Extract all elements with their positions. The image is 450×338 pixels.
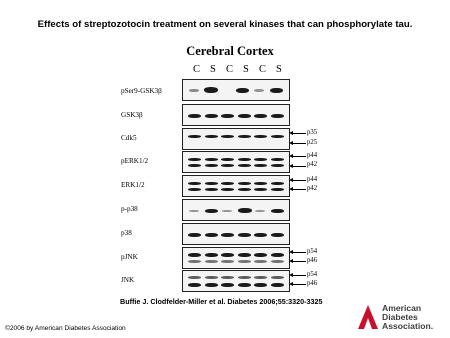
band [254,158,267,161]
band [238,283,251,287]
row-label-perk: pERK1/2 [121,157,149,165]
marker-label: p25 [307,139,318,146]
band [188,233,201,237]
ada-logo-mark-icon [358,305,378,329]
logo-line: Association. [382,321,434,331]
marker-arrow [292,143,306,144]
band [221,164,234,167]
marker-label: p54 [307,271,318,278]
band [188,158,201,161]
band [238,253,251,257]
band [205,260,218,263]
band [188,182,201,185]
band [271,276,284,279]
band [221,188,234,191]
band [188,260,201,263]
band [270,88,283,93]
lane-label: C [193,64,201,75]
band [254,89,264,92]
band [221,253,234,257]
band [238,182,251,185]
band [254,260,267,263]
band [238,260,251,263]
band [254,135,267,138]
band [221,182,234,185]
row-label-p-p38: p-p38 [121,205,138,213]
blot-jnk [182,270,290,292]
row-label-jnk: JNK [121,276,135,284]
band [189,210,199,212]
band [271,209,284,213]
marker-label: p44 [307,176,318,183]
band [254,188,267,191]
band [221,283,234,287]
marker-arrow [292,156,306,157]
band [254,253,267,257]
band [221,260,234,263]
slide-title: Effects of streptozotocin treatment on several kinases that can phosphorylate tau. [37,19,413,30]
band [188,253,201,257]
citation: Buffie J. Clodfelder-Miller et al. Diabetes 2006;55:3320-3325 [120,297,323,306]
lane-label: S [243,64,249,75]
band [205,114,218,118]
marker-arrow [292,180,306,181]
band [271,164,284,167]
band [271,260,284,263]
band [205,233,218,237]
row-label-gsk3b: GSK3β [121,111,143,119]
band [254,233,267,237]
row-label-pjnk: pJNK [121,253,138,261]
band [238,208,252,213]
band [205,182,218,185]
band [205,188,218,191]
band [271,283,284,287]
band [271,188,284,191]
band [188,164,201,167]
band [188,135,201,138]
row-label-pser9-gsk3b: pSer9-GSK3β [121,87,162,95]
marker-arrow [292,133,306,134]
lane-label: S [210,64,216,75]
band [254,283,267,287]
band [205,276,218,279]
band [221,276,234,279]
band [204,87,218,93]
band [221,158,234,161]
band [238,188,251,191]
marker-arrow [292,284,306,285]
band [205,164,218,167]
band [205,135,218,138]
marker-arrow [292,261,306,262]
band [221,135,234,138]
blot-cdk5 [182,128,290,150]
ada-logo [358,302,446,334]
blot-p38 [182,223,290,245]
marker-label: p42 [307,161,318,168]
marker-arrow [292,166,306,167]
marker-arrow [292,189,306,190]
band [205,209,218,213]
band [254,276,267,279]
band [188,276,201,279]
copyright-notice: ©2006 by American Diabetes Association [5,325,126,332]
marker-label: p42 [307,185,318,192]
lane-label: S [276,64,282,75]
band [254,182,267,185]
blot-erk [182,175,290,197]
lane-label: C [226,64,234,75]
band [238,158,251,161]
marker-label: p54 [307,248,318,255]
row-label-erk: ERK1/2 [121,181,145,189]
blot-p-p38 [182,199,290,221]
band [255,210,265,212]
band [238,135,251,138]
logo-line: Diabetes [382,312,418,322]
band [188,188,201,191]
band [236,88,249,93]
band [189,89,199,92]
band [254,114,267,118]
band [271,114,284,118]
marker-arrow [292,275,306,276]
blot-pser9-gsk3b [182,79,290,101]
band [221,114,234,118]
band [188,283,201,287]
band [238,233,251,237]
band [271,135,284,138]
blot-perk [182,151,290,173]
marker-label: p46 [307,280,318,287]
marker-label: p35 [307,129,318,136]
band [271,253,284,257]
band [271,182,284,185]
band [238,276,251,279]
band [221,233,234,237]
band [238,114,251,118]
marker-arrow [292,252,306,253]
logo-line: American [382,303,422,313]
band [188,114,201,118]
band [271,158,284,161]
row-label-p38: p38 [121,229,132,237]
band [205,253,218,257]
marker-label: p44 [307,152,318,159]
band [205,158,218,161]
panel-title: Cerebral Cortex [186,44,274,58]
blot-gsk3b [182,104,290,126]
band [205,283,218,287]
band [238,164,251,167]
band [271,233,284,237]
band [222,210,232,212]
blot-pjnk [182,247,290,269]
ada-logo-text [382,304,433,331]
row-label-cdk5: Cdk5 [121,134,137,142]
band [254,164,267,167]
lane-label: C [259,64,267,75]
marker-label: p46 [307,257,318,264]
